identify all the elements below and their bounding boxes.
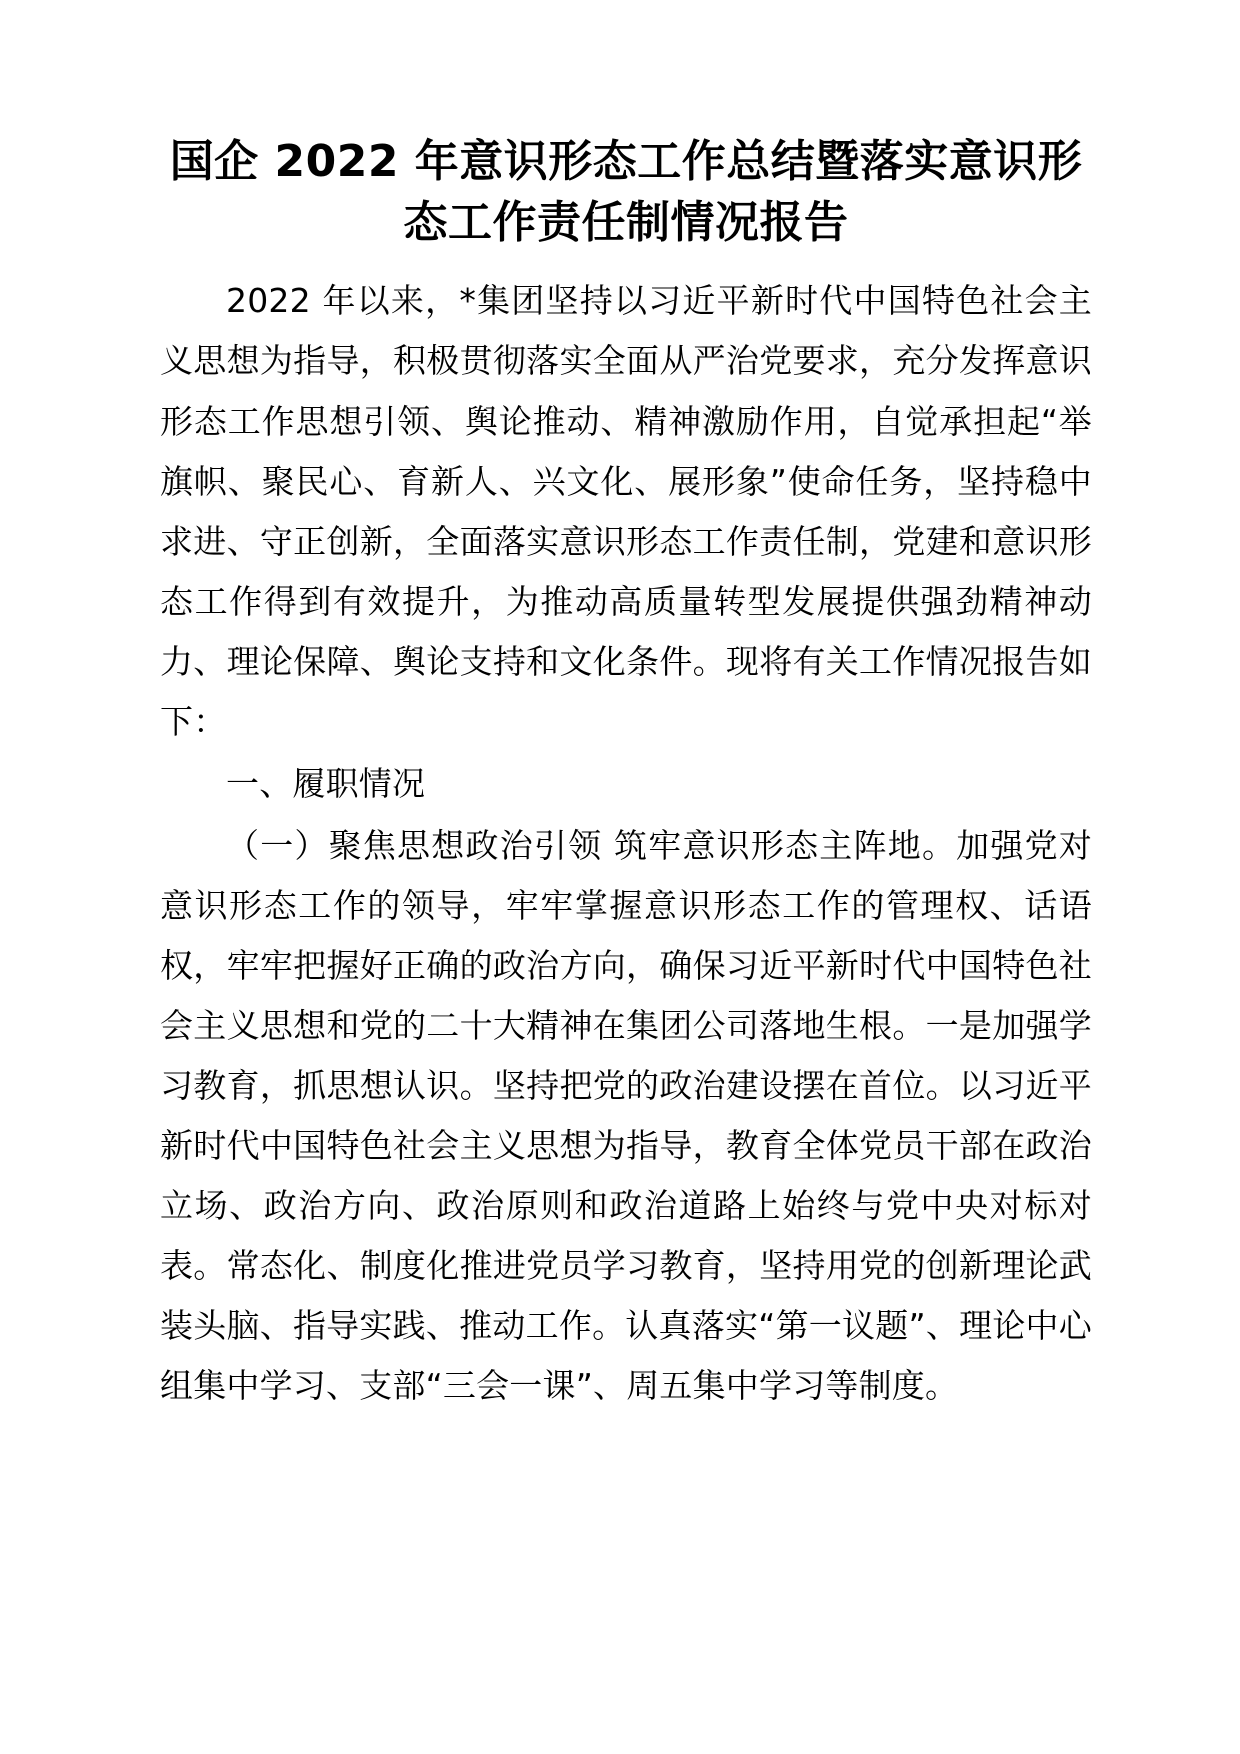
page-title: 国企 2022 年意识形态工作总结暨落实意识形态工作责任制情况报告 [169,136,1083,248]
paragraph-subsection-one: （一）聚焦思想政治引领 筑牢意识形态主阵地。加强党对意识形态工作的领导，牢牢掌握意识形态工作的管理权、话语权，牢牢把握好正确的政治方向，确保习近平新时代中国特色社会主义思想和党的二十大精神在集团公司落地生根。一是加强学习教育，抓思想认识。坚持把党的政治建设摆在首位。以习近平新时代中国特色社会主义思想为指导，教育全体党员干部在政治立场、政治方向、政治原则和政治道路上始终与党中央对标对表。常态化、制度化推进党员学习教育，坚持用党的创新理论武装头脑、指导实践、推动工作。认真落实“第一议题”、理论中心组集中学习、支部“三会一课”、周五集中学习等制度。 [160,825,1092,1406]
section-heading-one: 一、履职情况 [226,763,426,803]
paragraph-intro: 2022 年以来，*集团坚持以习近平新时代中国特色社会主义思想为指导，积极贯彻落实全面从严治党要求，充分发挥意识形态工作思想引领、舆论推动、精神激励作用，自觉承担起“举旗帜、聚民心、育新人、兴文化、展形象”使命任务，坚持稳中求进、守正创新，全面落实意识形态工作责任制，党建和意识形态工作得到有效提升，为推动高质量转型发展提供强劲精神动力、理论保障、舆论支持和文化条件。现将有关工作情况报告如下： [160,281,1092,741]
